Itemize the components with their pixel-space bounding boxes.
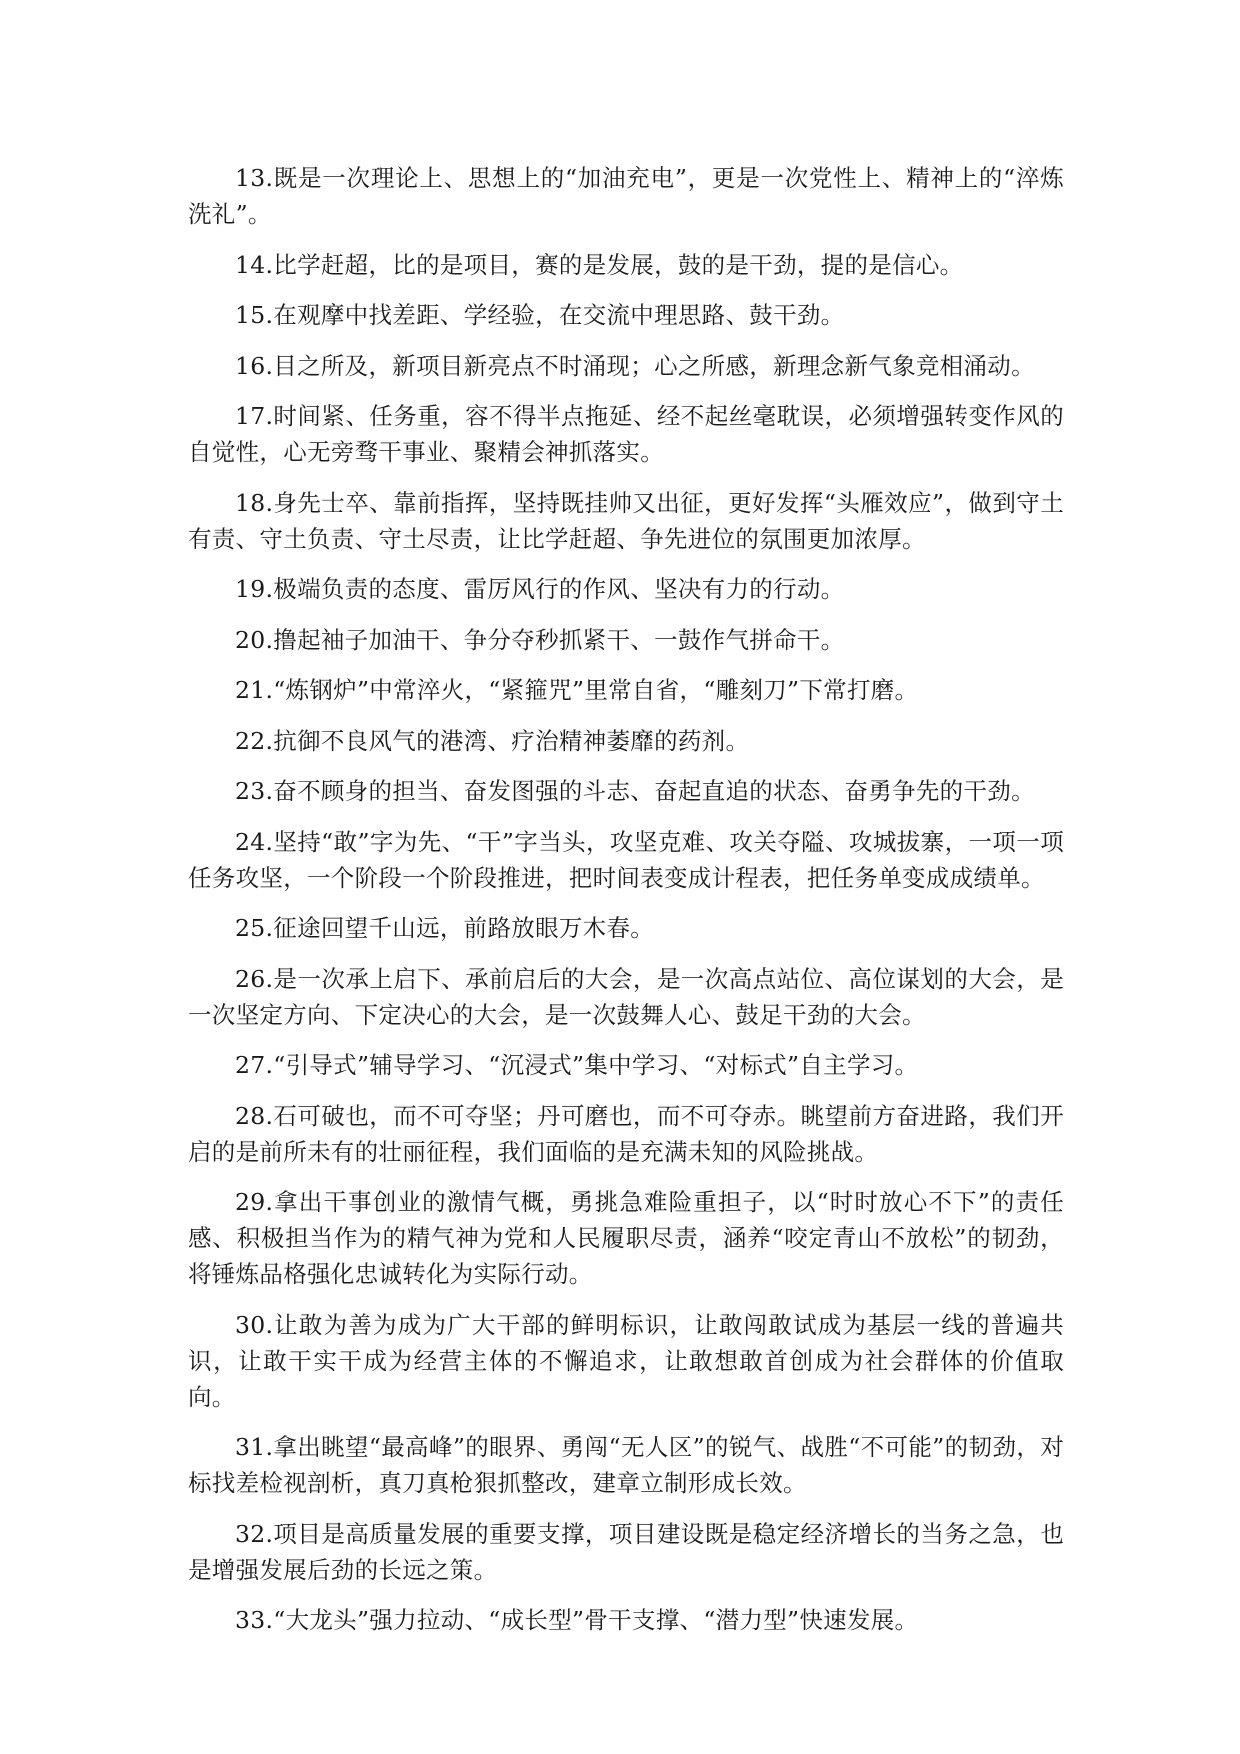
paragraph-21: 21.“炼钢炉”中常淬火，“紧箍咒”里常自省，“雕刻刀”下常打磨。 xyxy=(235,676,919,704)
paragraph-24: 24.坚持“敢”字为先、“干”字当头，攻坚克难、攻关夺隘、攻城拔寨，一项一项任务攻坚，一个阶段一个阶段推进，把时间表变成计程表，把任务单变成成绩单。 xyxy=(188,827,1064,892)
paragraph-16: 16.目之所及，新项目新亮点不时涌现；心之所感，新理念新气象竞相涌动。 xyxy=(235,351,1035,380)
paragraph-27: 27.“引导式”辅导学习、“沉浸式”集中学习、“对标式”自主学习。 xyxy=(235,1051,919,1079)
paragraph-17: 17.时间紧、任务重，容不得半点拖延、经不起丝毫耽误，必须增强转变作风的自觉性，心无旁骛干事业、聚精会神抓落实。 xyxy=(188,402,1064,466)
paragraph-28: 28.石可破也，而不可夺坚；丹可磨也，而不可夺赤。眺望前方奋进路，我们开启的是前所未有的壮丽征程，我们面临的是充满未知的风险挑战。 xyxy=(188,1101,1064,1166)
paragraph-26: 26.是一次承上启下、承前启后的大会，是一次高点站位、高位谋划的大会，是一次坚定方向、下定决心的大会，是一次鼓舞人心、鼓足干劲的大会。 xyxy=(188,964,1064,1029)
paragraph-20: 20.撸起袖子加油干、争分夺秒抓紧干、一鼓作气拼命干。 xyxy=(235,625,845,654)
paragraph-23: 23.奋不顾身的担当、奋发图强的斗志、奋起直追的状态、奋勇争先的干劲。 xyxy=(235,777,1035,805)
paragraph-25: 25.征途回望千山远，前路放眼万木春。 xyxy=(235,914,655,942)
paragraph-33: 33.“大龙头”强力拉动、“成长型”骨干支撑、“潜力型”快速发展。 xyxy=(235,1606,919,1634)
paragraph-15: 15.在观摩中找差距、学经验，在交流中理思路、鼓干劲。 xyxy=(235,301,845,329)
paragraph-19: 19.极端负责的态度、雷厉风行的作风、坚决有力的行动。 xyxy=(235,575,845,603)
document-body xyxy=(188,160,1064,1653)
paragraph-18: 18.身先士卒、靠前指挥，坚持既挂帅又出征，更好发挥“头雁效应”，做到守土有责、守土负责、守土尽责，让比学赶超、争先进位的氛围更加浓厚。 xyxy=(188,488,1064,553)
paragraph-13: 13.既是一次理论上、思想上的“加油充电”，更是一次党性上、精神上的“淬炼洗礼”。 xyxy=(188,164,1064,228)
paragraph-30: 30.让敢为善为成为广大干部的鲜明标识，让敢闯敢试成为基层一线的普遍共识，让敢干实干成为经营主体的不懈追求，让敢想敢首创成为社会群体的价值取向。 xyxy=(188,1310,1064,1411)
paragraph-31: 31.拿出眺望“最高峰”的眼界、勇闯“无人区”的锐气、战胜“不可能”的韧劲，对标找差检视剖析，真刀真枪狠抓整改，建章立制形成长效。 xyxy=(188,1433,1064,1497)
paragraph-14: 14.比学赶超，比的是项目，赛的是发展，鼓的是干劲，提的是信心。 xyxy=(235,250,964,279)
paragraph-32: 32.项目是高质量发展的重要支撑，项目建设既是稳定经济增长的当务之急，也是增强发展后劲的长远之策。 xyxy=(188,1519,1064,1584)
paragraph-29: 29.拿出干事创业的激情气概，勇挑急难险重担子，以“时时放心不下”的责任感、积极担当作为的精气神为党和人民履职尽责，涵养“咬定青山不放松”的韧劲，将锤炼品格强化忠诚转化为实际行动。 xyxy=(188,1188,1064,1288)
paragraph-22: 22.抗御不良风气的港湾、疗治精神萎靡的药剂。 xyxy=(235,726,750,755)
